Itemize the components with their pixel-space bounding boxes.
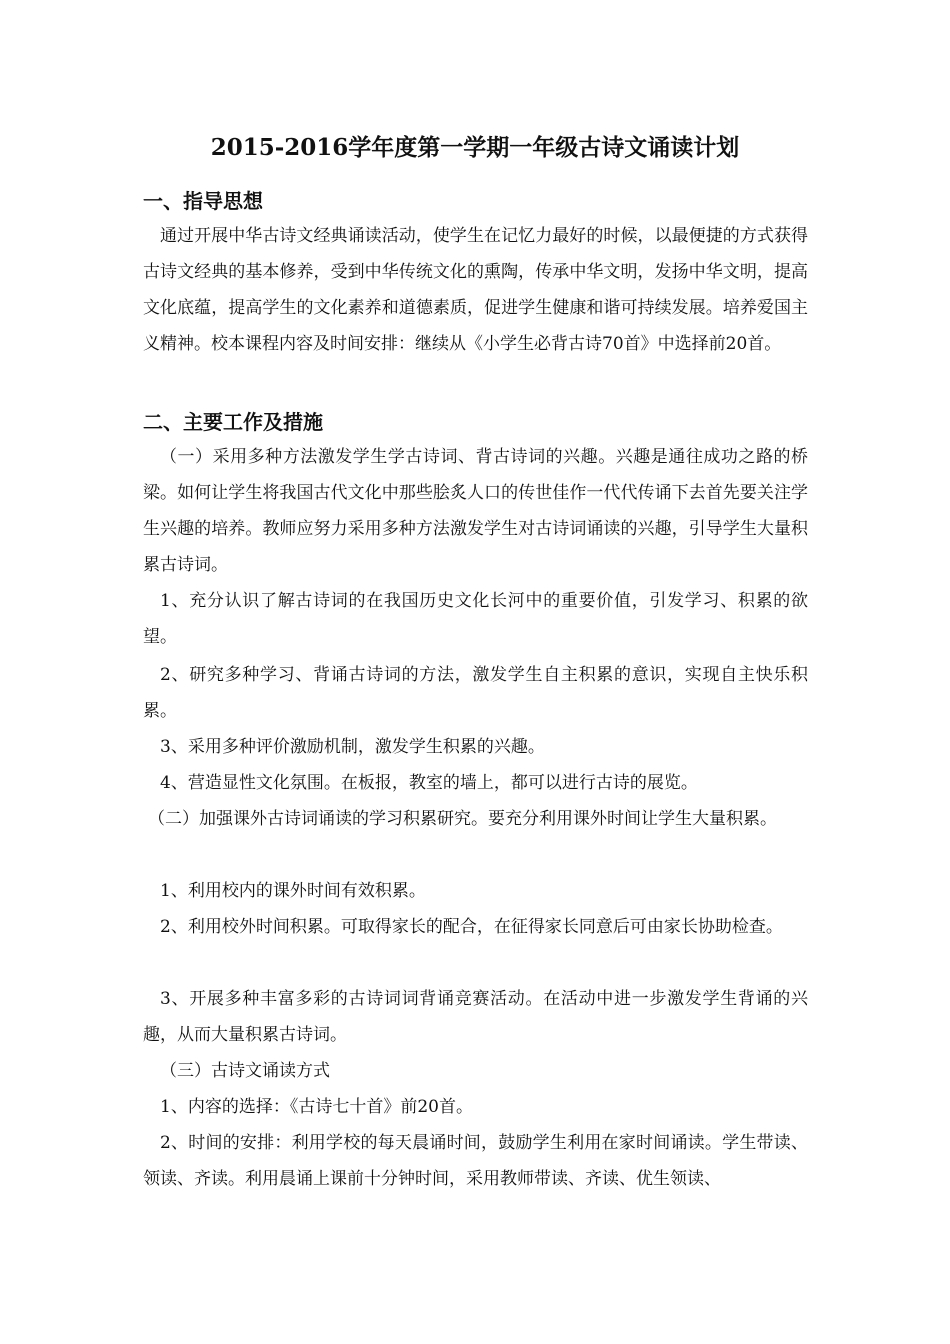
section-heading-guiding-ideology: 一、指导思想 xyxy=(143,189,263,213)
measure-part-2-item: 3、开展多种丰富多彩的古诗词词背诵竞赛活动。在活动中进一步激发学生背诵的兴趣，从而大量积累古诗词。 xyxy=(143,989,808,1045)
measure-part-2-item: 2、利用校外时间积累。可取得家长的配合，在征得家长同意后可由家长协助检查。 xyxy=(160,917,783,937)
measure-part-3: （三）古诗文诵读方式 xyxy=(160,1061,330,1081)
measure-part-1: （一）采用多种方法激发学生学古诗词、背古诗词的兴趣。兴趣是通往成功之路的桥梁。如何让学生将我国古代文化中那些脍炙人口的传世佳作一代代传诵下去首先要关注学生兴趣的培养。教师应努力采用多种方法激发学生对古诗词诵读的兴趣，引导学生大量积累古诗词。 xyxy=(143,447,808,575)
measure-part-1-item: 4、营造显性文化氛围。在板报，教室的墙上，都可以进行古诗的展览。 xyxy=(160,773,698,793)
measure-part-3-item: 2、时间的安排：利用学校的每天晨诵时间，鼓励学生利用在家时间诵读。学生带读、领读、齐读。利用晨诵上课前十分钟时间，采用教师带读、齐读、优生领读、 xyxy=(143,1133,808,1189)
measure-part-1-item: 2、研究多种学习、背诵古诗词的方法，激发学生自主积累的意识，实现自主快乐积累。 xyxy=(143,665,808,721)
section-heading-main-work: 二、主要工作及措施 xyxy=(143,410,323,434)
measure-part-3-item: 1、内容的选择：《古诗七十首》前20首。 xyxy=(160,1097,473,1117)
document-title: 2015-2016学年度第一学期一年级古诗文诵读计划 xyxy=(210,134,740,161)
measure-part-2: （二）加强课外古诗词诵读的学习积累研究。要充分利用课外时间让学生大量积累。 xyxy=(148,809,777,829)
measure-part-1-item: 3、采用多种评价激励机制，激发学生积累的兴趣。 xyxy=(160,737,545,757)
guiding-ideology-paragraph: 通过开展中华古诗文经典诵读活动，使学生在记忆力最好的时候，以最便捷的方式获得古诗文经典的基本修养，受到中华传统文化的熏陶，传承中华文明，发扬中华文明，提高文化底蕴，提高学生的文化素养和道德素质，促进学生健康和谐可持续发展。培养爱国主义精神。校本课程内容及时间安排：继续从《小学生必背古诗70首》中选择前20首。 xyxy=(143,226,808,354)
measure-part-1-item: 1、充分认识了解古诗词的在我国历史文化长河中的重要价值，引发学习、积累的欲望。 xyxy=(143,591,808,647)
measure-part-2-item: 1、利用校内的课外时间有效积累。 xyxy=(160,881,426,901)
